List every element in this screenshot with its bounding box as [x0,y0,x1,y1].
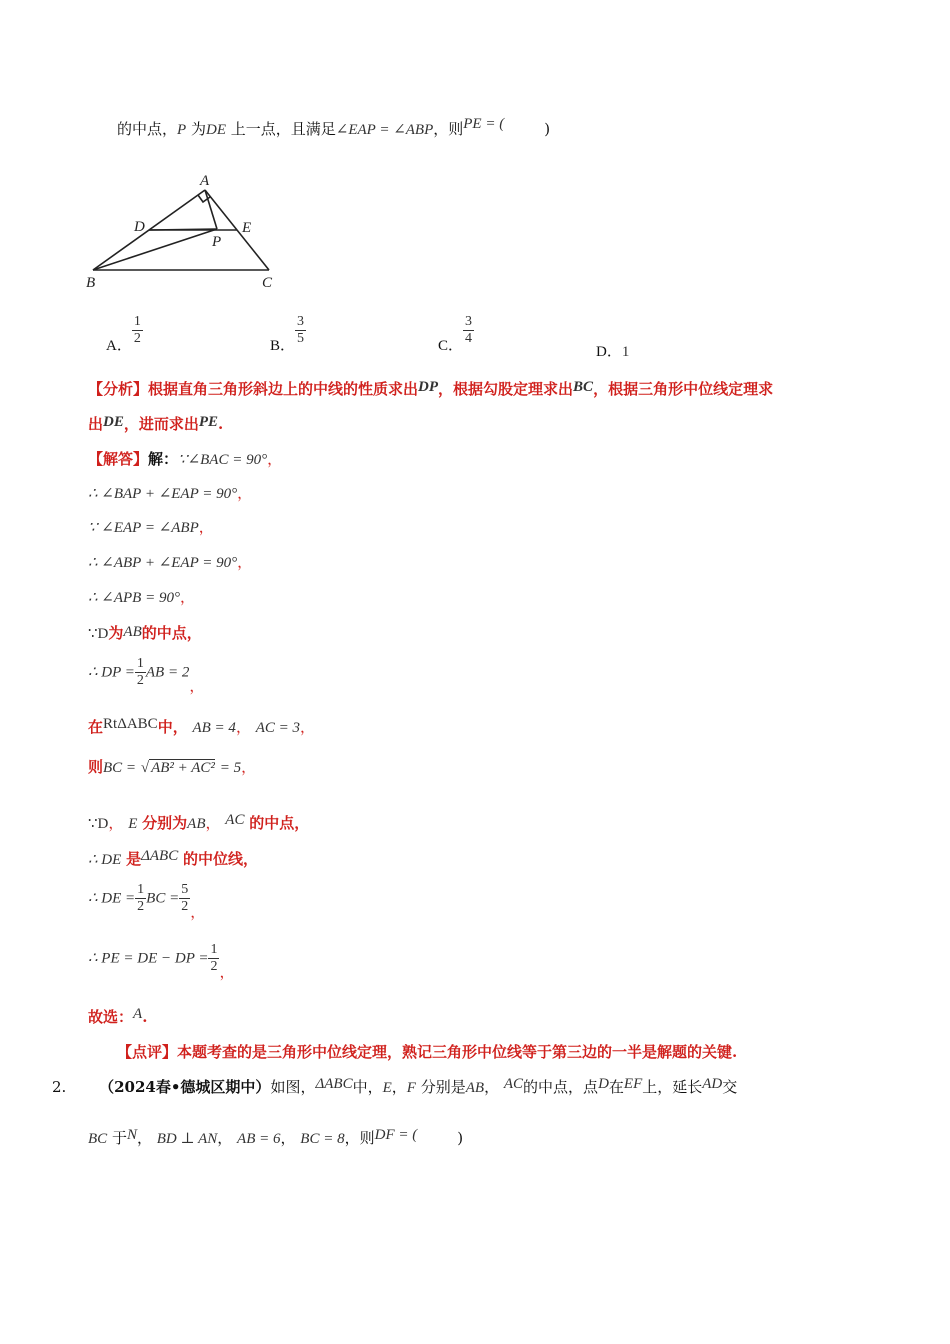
math-p: P [177,122,187,138]
solution-line-12: ∴ DE = $\frac{1}{2}$ BC = $\frac{5}{2}$ ， [88,882,206,921]
question-2-line-2: BC 于N， BD ⊥ AN， AB = 6， BC = 8，则DF = ( ) [88,1127,464,1147]
label-b: B [86,275,96,291]
segment-ap [205,190,217,229]
solution-line-7: ∴ DP = $\frac{1}{2}$ AB = 2， [88,656,205,695]
solution-line-3: ∵ ∠EAP = ∠ABP， [88,518,214,536]
math-ask: PE = ( [463,116,505,132]
question-tail [117,118,550,139]
analysis-line-2: 出DE，进而求出PE. [88,414,224,433]
text: ，则 [433,120,464,138]
option-label: A． [106,337,132,354]
fraction: $\frac{3}{4}$ [465,314,473,346]
solution-line-9: 则BC = √ AB² + AC² = 5， [88,758,257,776]
solution-line-11: ∴ DE 是ΔABC 的中位线， [88,848,259,868]
label-d: D [134,219,145,235]
option-a[interactable] [106,314,143,354]
label-c: C [262,275,273,291]
label-a: A [200,173,210,189]
question-number: 2. [52,1078,67,1096]
solution-line-1: 【解答】解：∵∠BAC = 90°， [88,450,283,468]
math-condition: ∠EAP = ∠ABP [335,122,434,138]
option-value: 1 [621,344,630,360]
fraction: $\frac{3}{5}$ [297,314,305,346]
option-c[interactable] [438,314,474,354]
text: ) [544,120,551,138]
solution-line-10: ∵D， E 分别为AB， AC 的中点， [88,812,310,832]
solution-line-6: ∵D为AB的中点， [88,624,202,642]
text: 的中点， [117,120,178,138]
segment-dp [149,229,217,230]
segment-bp [93,229,217,270]
solution-line-14: 故选：A. [88,1006,148,1026]
option-label: B． [270,337,296,354]
label-p: P [212,234,222,250]
solution-line-13: ∴ PE = DE − DP = $\frac{1}{2}$ ， [88,942,235,981]
triangle-figure [80,170,290,295]
comment: 【点评】本题考查的是三角形中位线定理，熟记三角形中位线等于第三边的一半是解题的关键. [117,1043,738,1061]
analysis-line-1: 【分析】根据直角三角形斜边上的中线的性质求出DP，根据勾股定理求出BC，根据三角形中位线定理求 [88,379,774,398]
solution-line-4: ∴ ∠ABP + ∠EAP = 90°， [88,553,253,571]
solution-line-8: 在RtΔABC中， AB = 4， AC = 3， [88,716,316,736]
text: 为 [190,120,206,138]
option-b[interactable] [270,314,306,354]
math-de: DE [205,122,226,138]
question-2-line-1: 2. （2024春•德城区期中）如图，ΔABC中，E，F 分别是AB， AC的中点，点D在EF上，延长AD交 [52,1076,738,1096]
fraction: $\frac{1}{2}$ [133,314,141,346]
label-e: E [242,220,252,236]
solution-line-2: ∴ ∠BAP + ∠EAP = 90°， [88,484,253,502]
option-d[interactable] [596,340,629,361]
solution-line-5: ∴ ∠APB = 90°， [88,588,195,606]
text: 上一点，且满足 [230,120,336,138]
option-label: D． [596,344,622,360]
option-label: C． [438,337,464,354]
